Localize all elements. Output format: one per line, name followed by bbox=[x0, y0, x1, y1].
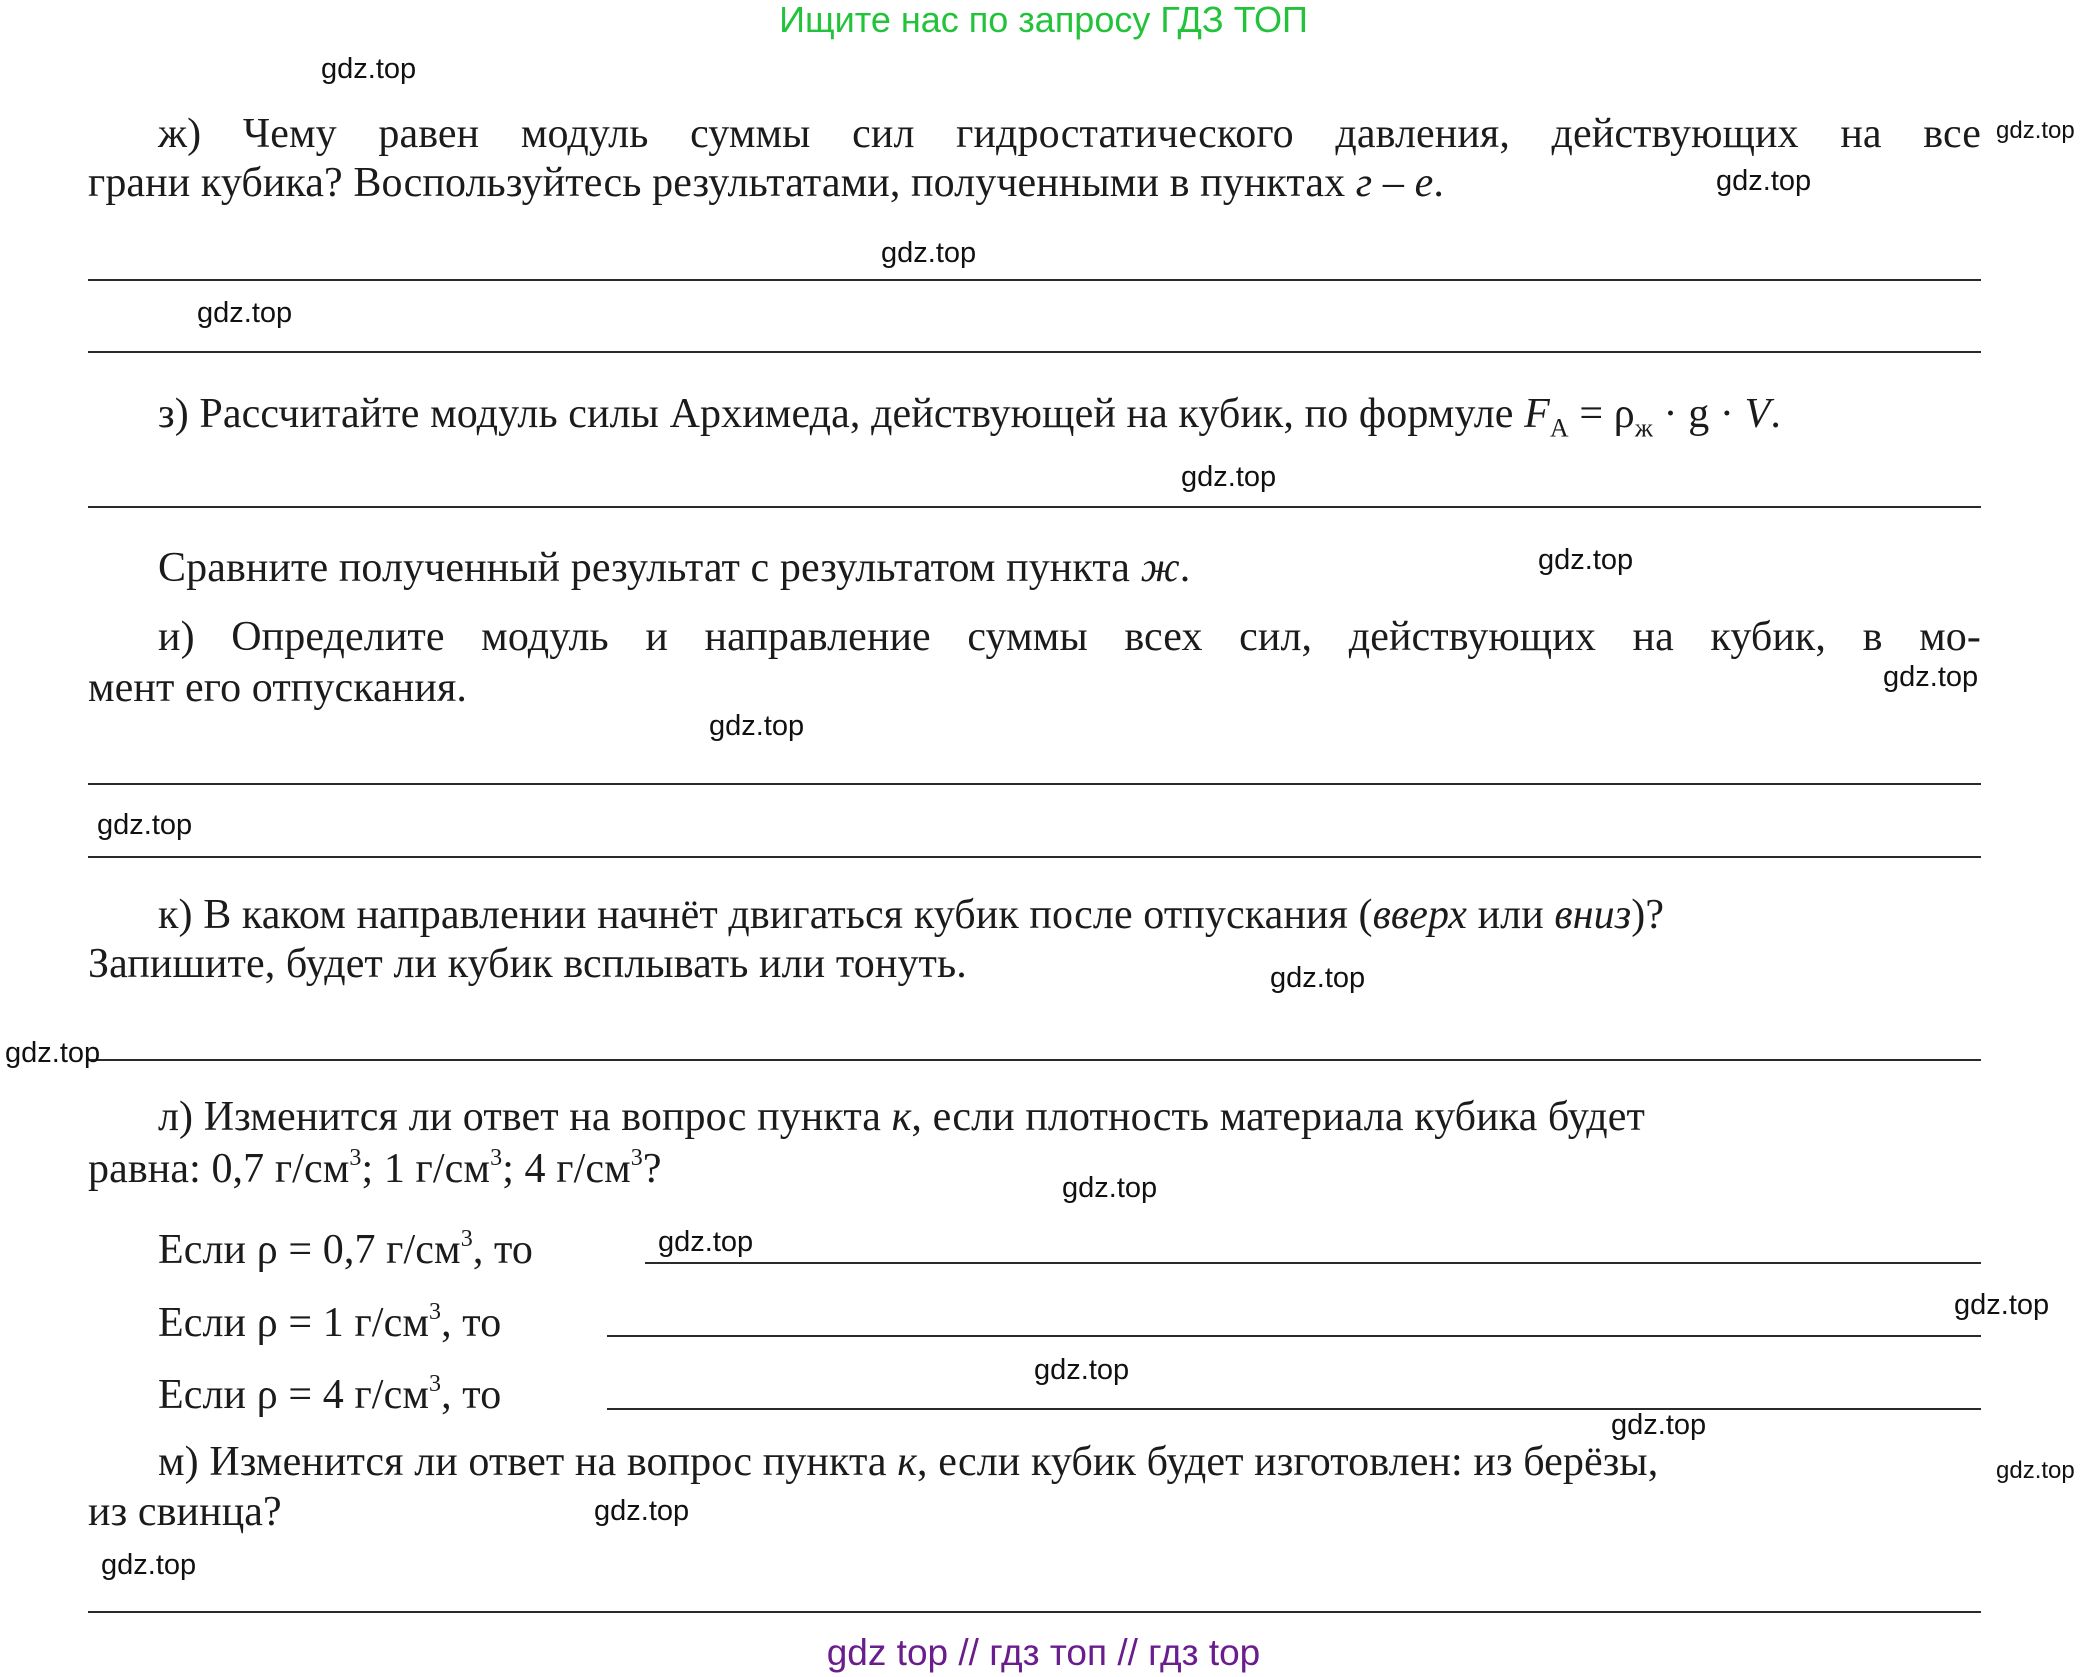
question-mark: ? bbox=[642, 1146, 662, 1192]
answer-line[interactable] bbox=[88, 1059, 1981, 1061]
answer-line[interactable] bbox=[88, 506, 1981, 508]
formula-F-sub: A bbox=[1549, 413, 1569, 443]
question-zh-line2 bbox=[88, 157, 1444, 209]
answer-line-4[interactable] bbox=[607, 1408, 1981, 1410]
compare-ref: ж bbox=[1140, 545, 1180, 591]
cube-exp: 3 bbox=[630, 1145, 643, 1171]
watermark: gdz.top bbox=[1270, 962, 1366, 994]
answer-line-1[interactable] bbox=[607, 1335, 1981, 1337]
watermark: gdz.top bbox=[1611, 1409, 1707, 1441]
question-i-line2: мент его отпускания. bbox=[88, 665, 467, 711]
formula-rho-sub: ж bbox=[1634, 413, 1653, 443]
question-k-or: или bbox=[1466, 892, 1555, 938]
cube-exp: 3 bbox=[460, 1226, 473, 1252]
cube-exp: 3 bbox=[429, 1371, 442, 1397]
site-header: Ищите нас по запросу ГДЗ ТОП bbox=[779, 0, 1308, 40]
watermark: gdz.top bbox=[1538, 544, 1634, 576]
question-m-ref: к bbox=[897, 1439, 917, 1485]
question-m-line1 bbox=[158, 1436, 1658, 1488]
watermark: gdz.top bbox=[1883, 661, 1979, 693]
if-text: Если ρ = 0,7 г/см bbox=[158, 1227, 461, 1273]
watermark: gdz.top bbox=[97, 809, 193, 841]
question-m-text2: , если кубик будет изготовлен: из берёзы, bbox=[917, 1439, 1659, 1485]
question-l-ref: к bbox=[891, 1094, 912, 1140]
question-i-line1: и) Определите модуль и направление суммы всех сил, действующих на кубик, в мо- bbox=[158, 614, 1981, 660]
formula-eq: = ρ bbox=[1568, 391, 1635, 437]
question-l-line2 bbox=[88, 1143, 662, 1195]
question-l-line1 bbox=[158, 1091, 1645, 1143]
watermark: gdz.top bbox=[1954, 1289, 2050, 1321]
question-k-line2: Запишите, будет ли кубик всплывать или тонуть. bbox=[88, 941, 967, 987]
question-zh-ref: г – е bbox=[1355, 160, 1434, 206]
question-l-text: л) Изменится ли ответ на вопрос пункта bbox=[158, 1094, 892, 1140]
answer-line[interactable] bbox=[88, 783, 1981, 785]
formula-rest: · g · bbox=[1652, 391, 1745, 437]
if-density-4 bbox=[158, 1369, 501, 1421]
watermark: gdz.top bbox=[658, 1226, 754, 1258]
watermark: gdz.top bbox=[594, 1495, 690, 1527]
question-z-compare bbox=[158, 542, 1190, 594]
question-z-line1 bbox=[158, 388, 1781, 443]
watermark: gdz.top bbox=[1996, 1457, 2075, 1484]
question-zh-period: . bbox=[1433, 160, 1444, 206]
watermark: gdz.top bbox=[1716, 165, 1812, 197]
density-2: ; 1 г/см bbox=[361, 1146, 491, 1192]
question-k-text: к) В каком направлении начнёт двигаться кубик после отпускания ( bbox=[158, 892, 1373, 938]
question-m-text: м) Изменится ли ответ на вопрос пункта bbox=[158, 1439, 898, 1485]
watermark: gdz.top bbox=[881, 237, 977, 269]
answer-line[interactable] bbox=[88, 279, 1981, 281]
answer-line[interactable] bbox=[88, 1611, 1981, 1613]
formula-V: V bbox=[1744, 391, 1771, 437]
if-density-07 bbox=[158, 1224, 533, 1276]
question-l-text2: , если плотность материала кубика будет bbox=[911, 1094, 1645, 1140]
formula-end: . bbox=[1770, 391, 1781, 437]
option-down: вниз bbox=[1554, 892, 1632, 938]
watermark: gdz.top bbox=[321, 53, 417, 85]
watermark: gdz.top bbox=[5, 1037, 101, 1069]
watermark: gdz.top bbox=[709, 710, 805, 742]
answer-line[interactable] bbox=[88, 351, 1981, 353]
question-m-line2: из свинца? bbox=[88, 1489, 282, 1535]
if-then: , то bbox=[441, 1300, 502, 1346]
compare-text: Сравните полученный результат с результатом пункта bbox=[158, 545, 1141, 591]
formula-F: F bbox=[1524, 391, 1550, 437]
watermark: gdz.top bbox=[1062, 1172, 1158, 1204]
density-3: ; 4 г/см bbox=[502, 1146, 631, 1192]
option-up: вверх bbox=[1372, 892, 1467, 938]
question-zh-text: грани кубика? Воспользуйтесь результатами, полученными в пунктах bbox=[88, 160, 1356, 206]
watermark: gdz.top bbox=[1034, 1354, 1130, 1386]
watermark: gdz.top bbox=[1181, 461, 1277, 493]
question-z-text: з) Рассчитайте модуль силы Архимеда, действующей на кубик, по формуле bbox=[158, 391, 1525, 437]
question-k-line1 bbox=[158, 889, 1664, 941]
if-text: Если ρ = 4 г/см bbox=[158, 1372, 429, 1418]
cube-exp: 3 bbox=[490, 1145, 503, 1171]
if-then: , то bbox=[472, 1227, 534, 1273]
question-zh-line1: ж) Чему равен модуль суммы сил гидростатического давления, действующих на все bbox=[158, 111, 1981, 157]
cube-exp: 3 bbox=[429, 1299, 442, 1325]
watermark: gdz.top bbox=[197, 297, 293, 329]
answer-line-07[interactable] bbox=[645, 1262, 1981, 1264]
watermark: gdz.top bbox=[101, 1549, 197, 1581]
if-density-1 bbox=[158, 1297, 501, 1349]
answer-line[interactable] bbox=[88, 856, 1981, 858]
watermark: gdz.top bbox=[1996, 117, 2075, 144]
if-text: Если ρ = 1 г/см bbox=[158, 1300, 429, 1346]
density-1: равна: 0,7 г/см bbox=[88, 1146, 350, 1192]
compare-period: . bbox=[1179, 545, 1191, 591]
site-footer: gdz top // гдз топ // гдз top bbox=[826, 1632, 1261, 1673]
if-then: , то bbox=[441, 1372, 502, 1418]
cube-exp: 3 bbox=[349, 1145, 362, 1171]
question-k-end: )? bbox=[1631, 892, 1665, 938]
